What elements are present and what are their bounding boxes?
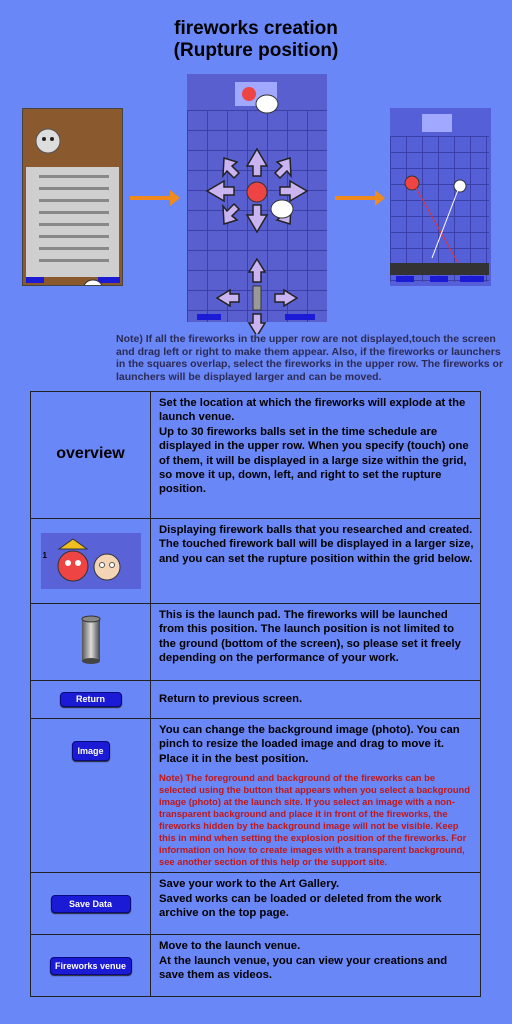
table-row xyxy=(31,519,481,604)
return-button-cell xyxy=(31,681,151,719)
fireworks-venue-button[interactable]: Fireworks venue xyxy=(50,957,132,975)
launch-pad-description: This is the launch pad. The fireworks will be launched from this position. The launch position is not limited to the ground (bottom of the screen), so please set it freely depending on the performance of your work. xyxy=(151,604,481,681)
usage-note: Note) If all the fireworks in the upper row are not displayed,touch the screen and drag left or right to make them appear. Also, if the fireworks or launchers in the squares overlap, select the fireworks in the upper row. The fireworks or launchers will be displayed larger and can be moved. xyxy=(116,333,504,383)
launch-pad-cell xyxy=(31,604,151,681)
firework-balls-cell xyxy=(31,519,151,604)
image-description xyxy=(151,719,481,873)
overview-description: Set the location at which the fireworks will explode at the launch venue. Up to 30 fireworks balls set in the time schedule are displayed in the upper row. When you specify (touch) one of them, it will be displayed in a large size within the grid, so move it up, down, left, and right to set the rupture position. xyxy=(151,392,481,519)
fireworks-venue-description: Move to the launch venue. At the launch venue, you can view your creations and save them as videos. xyxy=(151,935,481,997)
table-row xyxy=(31,604,481,681)
return-button[interactable]: Return xyxy=(60,692,122,707)
background-warning-note: Note) The foreground and background of the fireworks can be selected using the button that appears when you select a background image (photo) at the launch site. If you select an image with a non-transparent background and place it in front of the fireworks, the fireworks hidden by the background image will not be visible. Keep this in mind when setting the explosion position of the fireworks. For information on how to create images with a transparent background, see another section of this help or the support site. xyxy=(159,772,470,868)
ball-number: 1 xyxy=(42,551,47,560)
firework-balls-illustration xyxy=(41,533,141,589)
table-row xyxy=(31,873,481,935)
table-row xyxy=(31,392,481,519)
page-subtitle: (Rupture position) xyxy=(173,40,339,61)
arrow-right-icon xyxy=(130,196,172,200)
launch-pad-icon xyxy=(80,615,102,665)
table-row xyxy=(31,935,481,997)
page-title: fireworks creation xyxy=(174,18,338,39)
save-data-button-cell xyxy=(31,873,151,935)
result-screenshot xyxy=(390,108,491,286)
return-description: Return to previous screen. xyxy=(151,681,481,719)
fireworks-venue-button-cell xyxy=(31,935,151,997)
image-button-cell xyxy=(31,719,151,873)
table-row xyxy=(31,719,481,873)
image-description-text: You can change the background image (photo). You can pinch to resize the loaded image and drag to move it. Place it in the best position. xyxy=(159,724,460,765)
schedule-screen-illustration xyxy=(23,109,122,285)
grid-screenshot xyxy=(187,74,327,322)
save-data-description: Save your work to the Art Gallery. Saved works can be loaded or deleted from the work archive on the top page. xyxy=(151,873,481,935)
image-button[interactable]: Image xyxy=(72,741,110,761)
trajectory-illustration xyxy=(390,108,489,284)
move-arrows-illustration xyxy=(187,74,327,334)
table-row xyxy=(31,681,481,719)
overview-label-cell xyxy=(31,392,151,519)
save-data-button[interactable]: Save Data xyxy=(51,895,131,913)
schedule-screenshot xyxy=(22,108,123,286)
help-table xyxy=(30,391,481,997)
arrow-right-icon xyxy=(335,196,377,200)
overview-label: overview xyxy=(56,445,125,463)
firework-balls-description: Displaying firework balls that you researched and created. The touched firework ball will be displayed in a larger size, and you can set the rupture position within the grid below. xyxy=(151,519,481,604)
